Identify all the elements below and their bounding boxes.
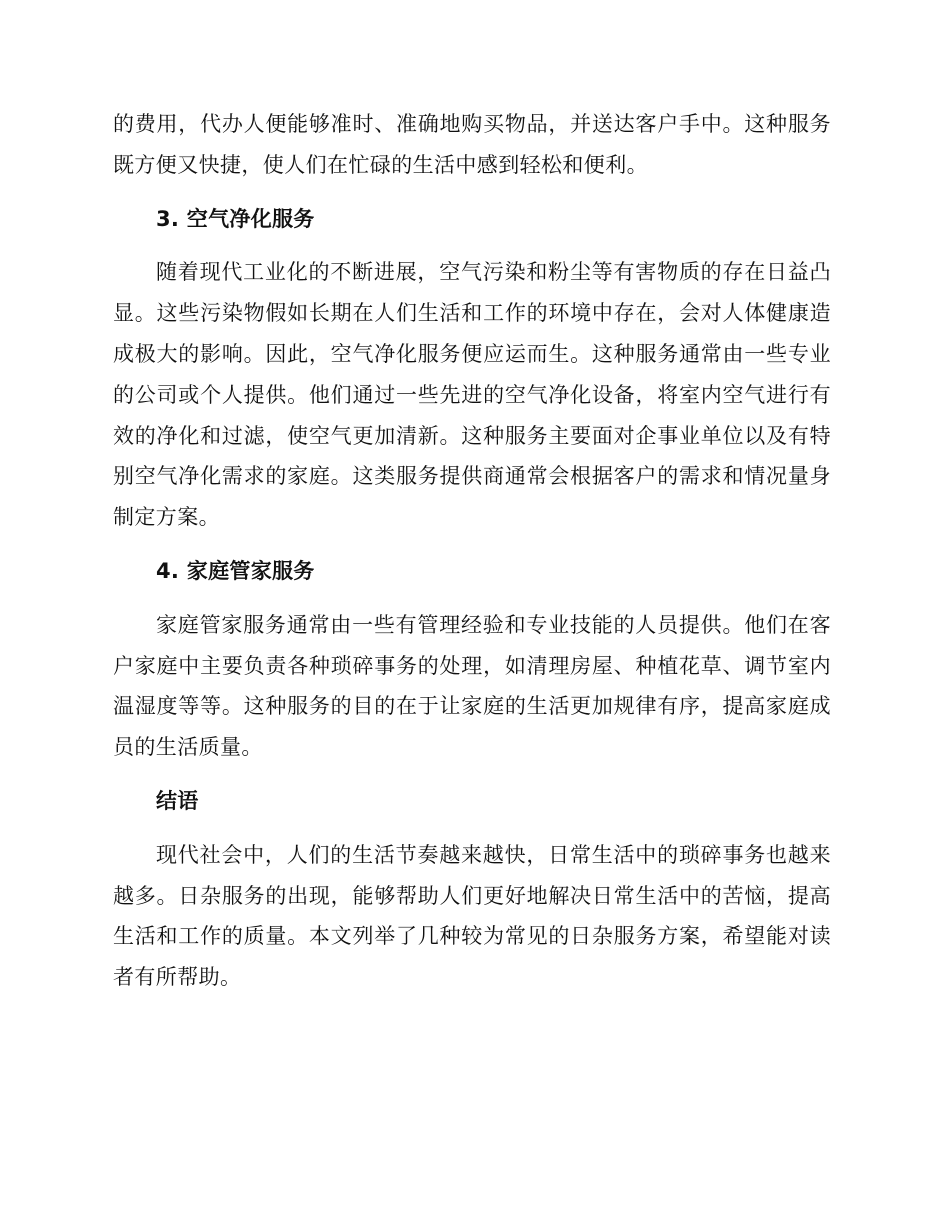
paragraph-conclusion: 现代社会中，人们的生活节奏越来越快，日常生活中的琐碎事务也越来越多。日杂服务的出现，能够帮助人们更好地解决日常生活中的苦恼，提高生活和工作的质量。本文列举了几种较为常见的日杂服务方案，希望能对读者有所帮助。 (113, 842, 831, 990)
section-heading-air-purification: 3. 空气净化服务 (156, 206, 315, 231)
paragraph-air-purification: 随着现代工业化的不断进展，空气污染和粉尘等有害物质的存在日益凸显。这些污染物假如长期在人们生活和工作的环境中存在，会对人体健康造成极大的影响。因此，空气净化服务便应运而生。这种服务通常由一些专业的公司或个人提供。他们通过一些先进的空气净化设备，将室内空气进行有效的净化和过滤，使空气更加清新。这种服务主要面对企事业单位以及有特别空气净化需求的家庭。这类服务提供商通常会根据客户的需求和情况量身制定方案。 (113, 260, 831, 530)
document-page (113, 104, 831, 998)
section-heading-conclusion: 结语 (156, 788, 199, 813)
paragraph-continuation: 的费用，代办人便能够准时、准确地购买物品，并送达客户手中。这种服务既方便又快捷，使人们在忙碌的生活中感到轻松和便利。 (113, 112, 831, 177)
section-heading-home-butler: 4. 家庭管家服务 (156, 558, 315, 583)
paragraph-home-butler: 家庭管家服务通常由一些有管理经验和专业技能的人员提供。他们在客户家庭中主要负责各种琐碎事务的处理，如清理房屋、种植花草、调节室内温湿度等等。这种服务的目的在于让家庭的生活更加规律有序，提高家庭成员的生活质量。 (113, 612, 831, 760)
